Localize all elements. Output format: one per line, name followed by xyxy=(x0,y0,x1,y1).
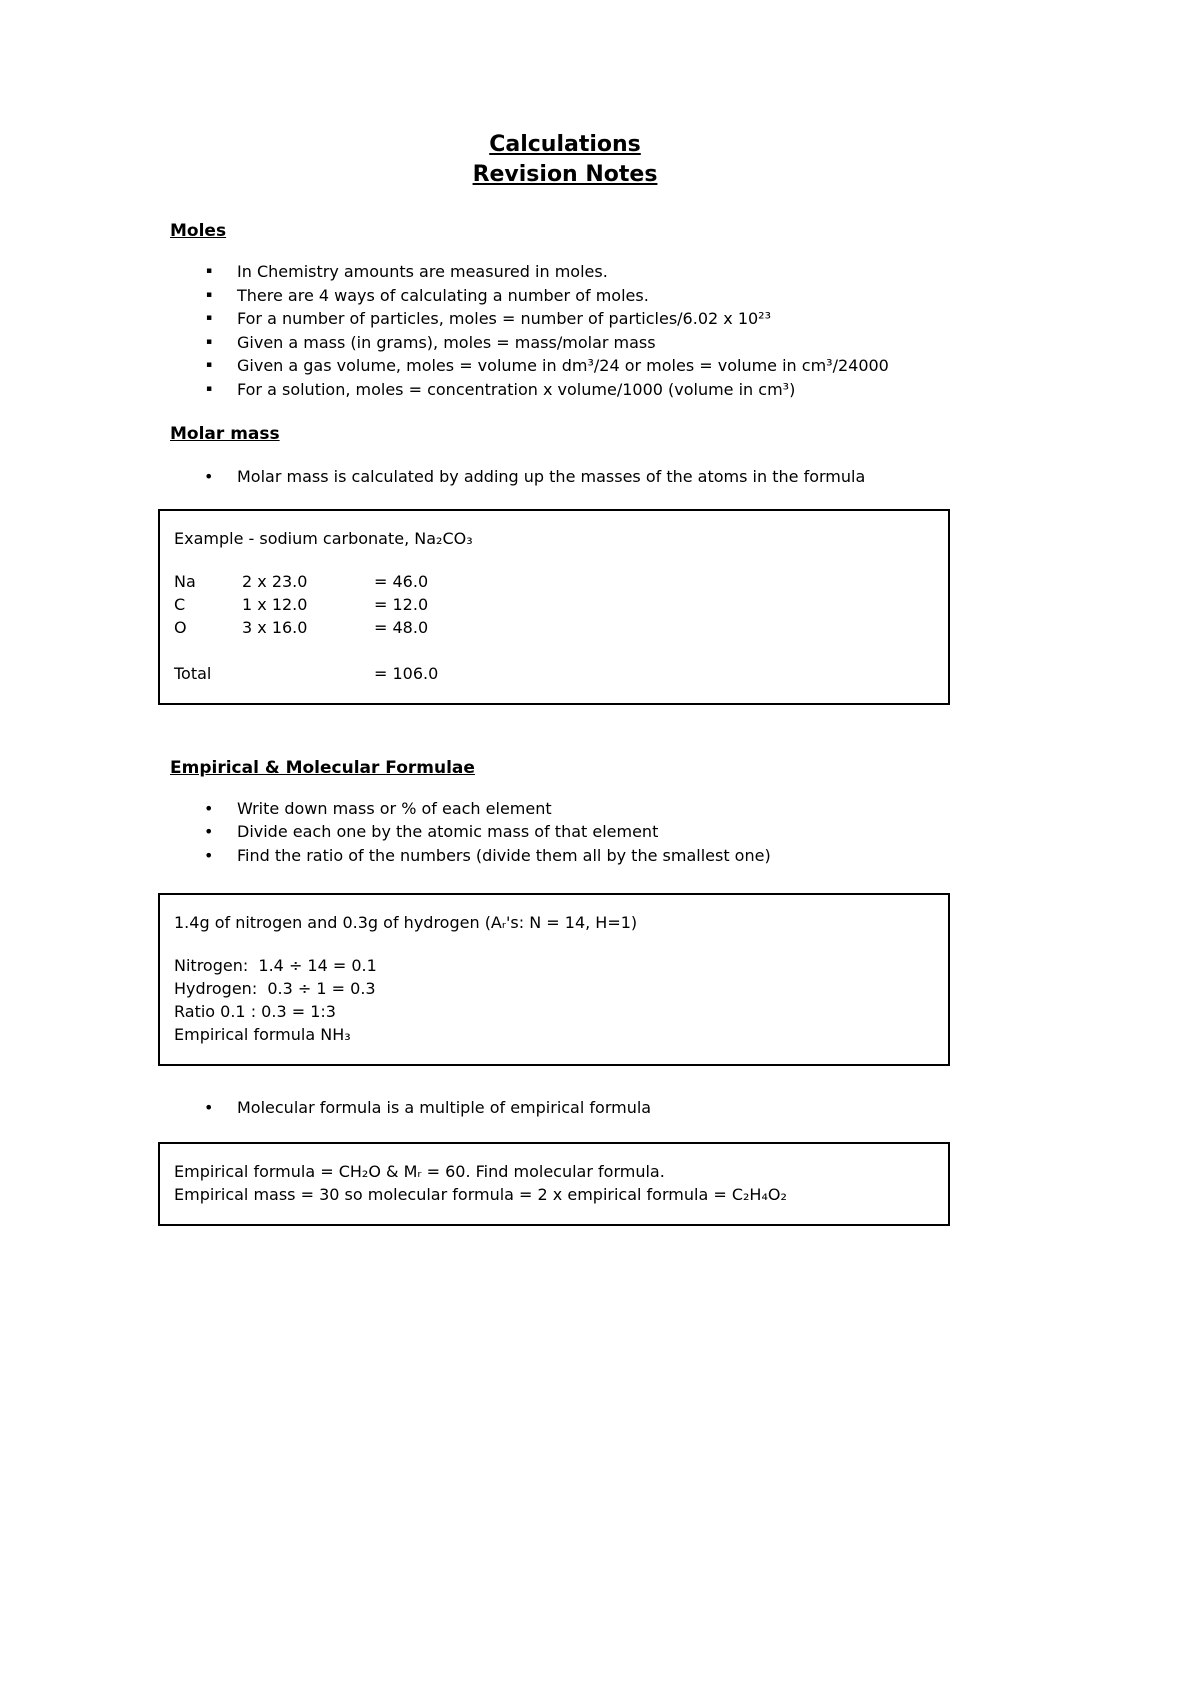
example-box-empirical-formula xyxy=(158,893,950,1066)
molar-mass-table xyxy=(174,570,932,639)
bullet-item: ▪ In Chemistry amounts are measured in moles. xyxy=(170,260,960,284)
bullet-item: • Molecular formula is a multiple of empirical formula xyxy=(170,1096,960,1120)
section-heading-moles: Moles xyxy=(170,221,227,241)
bullet-item: ▪ Given a gas volume, moles = volume in dm³/24 or moles = volume in cm³/24000 xyxy=(170,354,960,378)
bullet-item: • Find the ratio of the numbers (divide them all by the smallest one) xyxy=(170,844,960,868)
example-line: Empirical formula = CH₂O & Mᵣ = 60. Find molecular formula. xyxy=(174,1161,665,1181)
document-content xyxy=(170,130,960,1226)
element-cell: C xyxy=(174,594,186,614)
example-title: Example - sodium carbonate, Na₂CO₃ xyxy=(174,528,473,548)
doc-title xyxy=(170,130,960,190)
spacer xyxy=(174,639,932,662)
example-box-molar-mass xyxy=(158,509,950,705)
molar-mass-bullet-list xyxy=(170,465,960,489)
total-label: Total xyxy=(174,663,212,683)
bullet-item: • Write down mass or % of each element xyxy=(170,797,960,821)
section-heading-empirical: Empirical & Molecular Formulae xyxy=(170,757,475,778)
empty-cell xyxy=(242,662,374,685)
spacer xyxy=(174,934,932,954)
result-cell: = 12.0 xyxy=(374,594,429,614)
molar-mass-total-row xyxy=(174,662,932,685)
result-cell: = 48.0 xyxy=(374,617,429,637)
example-box-molecular-formula xyxy=(158,1142,950,1226)
calc-cell: 3 x 16.0 xyxy=(242,617,308,637)
spacer xyxy=(174,550,932,570)
calc-cell: 2 x 23.0 xyxy=(242,571,308,591)
example-line: Nitrogen: 1.4 ÷ 14 = 0.1 xyxy=(174,956,377,975)
bullet-item: ▪ Given a mass (in grams), moles = mass/molar mass xyxy=(170,331,960,355)
moles-bullet-list xyxy=(170,260,960,401)
empirical-bullet-list xyxy=(170,797,960,868)
total-value: = 106.0 xyxy=(374,663,439,683)
element-cell: Na xyxy=(174,571,196,591)
result-cell: = 46.0 xyxy=(374,571,429,591)
example-line: Empirical formula NH₃ xyxy=(174,1025,351,1044)
molecular-bullet-list xyxy=(170,1096,960,1120)
element-cell: O xyxy=(174,617,187,637)
example-line: Hydrogen: 0.3 ÷ 1 = 0.3 xyxy=(174,979,376,998)
doc-title-line2: Revision Notes xyxy=(472,162,658,187)
bullet-item: • Divide each one by the atomic mass of that element xyxy=(170,820,960,844)
example-intro: 1.4g of nitrogen and 0.3g of hydrogen (Aᵣ's: N = 14, H=1) xyxy=(174,913,638,932)
bullet-item: ▪ For a solution, moles = concentration x volume/1000 (volume in cm³) xyxy=(170,378,960,402)
doc-title-line1: Calculations xyxy=(489,132,641,157)
section-heading-molar-mass: Molar mass xyxy=(170,424,280,444)
example-line: Empirical mass = 30 so molecular formula = 2 x empirical formula = C₂H₄O₂ xyxy=(174,1184,787,1204)
bullet-item: ▪ For a number of particles, moles = number of particles/6.02 x 10²³ xyxy=(170,307,960,331)
example-line: Ratio 0.1 : 0.3 = 1:3 xyxy=(174,1002,336,1021)
bullet-item: • Molar mass is calculated by adding up the masses of the atoms in the formula xyxy=(170,465,960,489)
bullet-item: ▪ There are 4 ways of calculating a number of moles. xyxy=(170,284,960,308)
calc-cell: 1 x 12.0 xyxy=(242,594,308,614)
